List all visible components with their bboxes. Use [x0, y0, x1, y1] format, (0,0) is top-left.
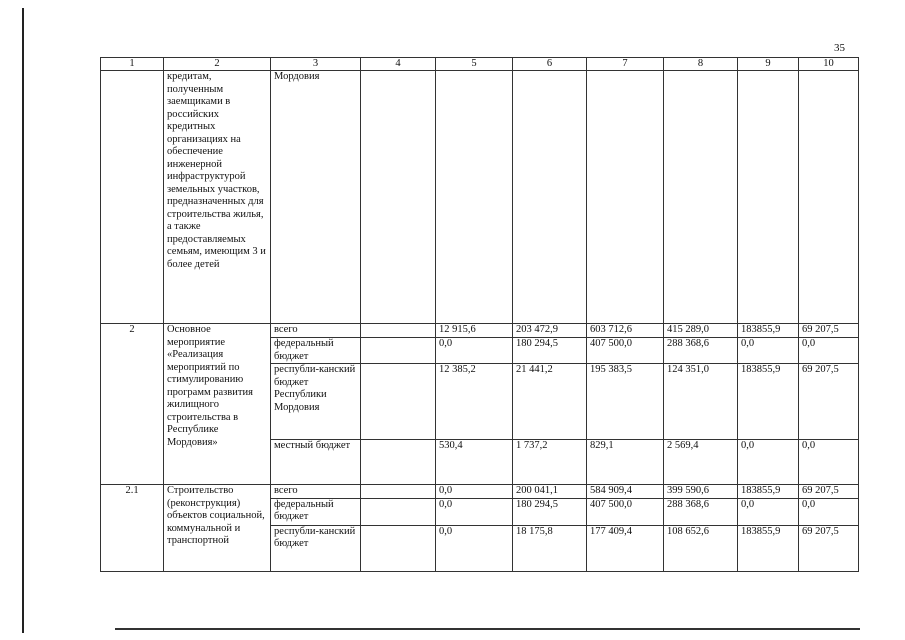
cell-value: 603 712,6	[587, 324, 664, 338]
cell-num: 2	[101, 324, 164, 485]
bottom-rule	[115, 628, 860, 630]
cell-source: республи-канский бюджет Республики Мордовия	[271, 364, 361, 440]
cell-value: 0,0	[436, 498, 513, 525]
cell-num: 2.1	[101, 485, 164, 572]
cell-value: 21 441,2	[513, 364, 587, 440]
cell-value: 18 175,8	[513, 525, 587, 571]
cell-source: местный бюджет	[271, 440, 361, 485]
table-header-row	[101, 58, 859, 71]
column-header: 5	[436, 58, 513, 71]
cell-source: федеральный бюджет	[271, 498, 361, 525]
budget-table	[100, 57, 859, 572]
cell-value: 415 289,0	[664, 324, 738, 338]
cell-value: 0,0	[738, 498, 799, 525]
cell-source: всего	[271, 485, 361, 499]
column-header: 7	[587, 58, 664, 71]
cell-value: 584 909,4	[587, 485, 664, 499]
column-header: 1	[101, 58, 164, 71]
cell-source: республи-канский бюджет	[271, 525, 361, 571]
cell-value: 0,0	[799, 498, 859, 525]
cell-value: 829,1	[587, 440, 664, 485]
table-row	[101, 485, 859, 499]
cell-value: 124 351,0	[664, 364, 738, 440]
cell-value: 0,0	[436, 525, 513, 571]
cell-value: 0,0	[799, 338, 859, 364]
cell-name: кредитам, полученным заемщиками в российских кредитных организациях на обеспечение инженерной инфраструктурой земельных участков, предназначенных для строительства жилья, а также предоставляемых семьям, имеющим 3 и более детей	[164, 71, 271, 324]
cell-value: 195 383,5	[587, 364, 664, 440]
cell-value: 183855,9	[738, 485, 799, 499]
cell-value: 288 368,6	[664, 338, 738, 364]
cell-value: 0,0	[738, 440, 799, 485]
cell-value: 183855,9	[738, 525, 799, 571]
cell-value: 69 207,5	[799, 324, 859, 338]
cell-value: 183855,9	[738, 364, 799, 440]
page-number: 35	[834, 42, 845, 54]
cell-value: 69 207,5	[799, 525, 859, 571]
cell-value: 177 409,4	[587, 525, 664, 571]
cell-value: 200 041,1	[513, 485, 587, 499]
cell-source: Мордовия	[271, 71, 361, 324]
column-header: 9	[738, 58, 799, 71]
cell-source: всего	[271, 324, 361, 338]
column-header: 4	[361, 58, 436, 71]
cell-name: Основное мероприятие «Реализация мероприятий по стимулированию программ развития жилищного строительства в Республике Мордовия»	[164, 324, 271, 485]
column-header: 8	[664, 58, 738, 71]
cell-value: 180 294,5	[513, 338, 587, 364]
cell-value: 0,0	[738, 338, 799, 364]
cell-value: 69 207,5	[799, 485, 859, 499]
page-left-border	[22, 8, 24, 633]
table-row	[101, 324, 859, 338]
column-header: 10	[799, 58, 859, 71]
cell-value: 12 385,2	[436, 364, 513, 440]
column-header: 2	[164, 58, 271, 71]
cell-value: 407 500,0	[587, 498, 664, 525]
cell-value: 2 569,4	[664, 440, 738, 485]
column-header: 6	[513, 58, 587, 71]
cell-value: 203 472,9	[513, 324, 587, 338]
cell-value: 399 590,6	[664, 485, 738, 499]
cell-value: 0,0	[799, 440, 859, 485]
cell-name: Строительство (реконструкция) объектов социальной, коммунальной и транспортной	[164, 485, 271, 572]
cell-value: 69 207,5	[799, 364, 859, 440]
cell-source: федеральный бюджет	[271, 338, 361, 364]
cell-value: 1 737,2	[513, 440, 587, 485]
cell-value: 0,0	[436, 485, 513, 499]
cell-value: 12 915,6	[436, 324, 513, 338]
cell-value: 108 652,6	[664, 525, 738, 571]
cell-value: 530,4	[436, 440, 513, 485]
cell-value: 407 500,0	[587, 338, 664, 364]
cell-value: 0,0	[436, 338, 513, 364]
cell-value: 183855,9	[738, 324, 799, 338]
column-header: 3	[271, 58, 361, 71]
cell-value: 288 368,6	[664, 498, 738, 525]
table-row	[101, 71, 859, 324]
cell-num	[101, 71, 164, 324]
cell-value: 180 294,5	[513, 498, 587, 525]
